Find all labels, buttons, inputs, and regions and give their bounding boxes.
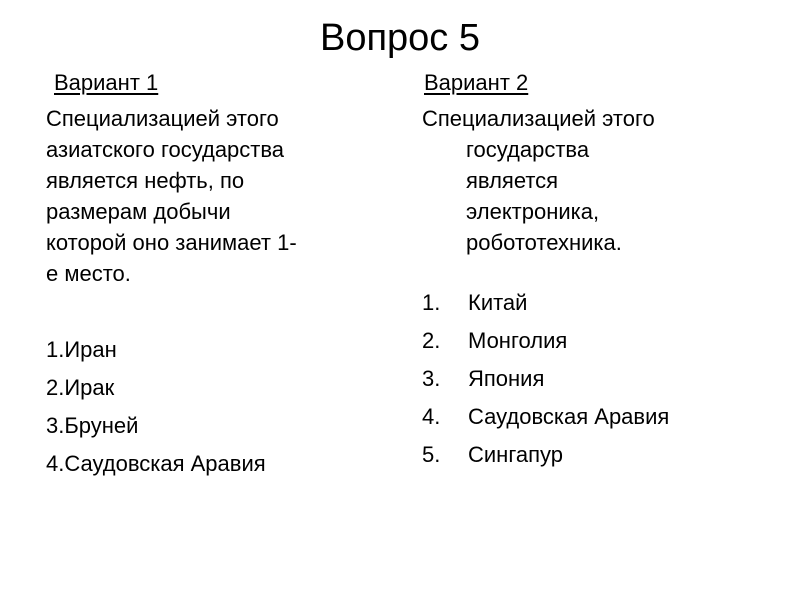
option-number: 1. [422,290,441,315]
variant-2-column [422,62,782,474]
slide-title: Вопрос 5 [319,17,480,59]
answer-option: 1.Иран [46,337,117,362]
option-label: Сингапур [468,442,564,467]
option-label: Китай [468,290,528,315]
question-line: государства [466,137,590,162]
option-label: Монголия [468,328,568,353]
question-line: робототехника. [466,230,622,255]
option-number: 4. [422,404,441,429]
option-number: 5. [422,442,441,467]
answer-option: 3.Бруней [46,413,139,438]
question-line: размерам добычи [46,199,231,224]
variant-2-heading: Вариант 2 [424,70,529,95]
option-label: Япония [468,366,545,391]
variant-1-heading: Вариант 1 [54,70,159,95]
variant-1-options [46,331,386,483]
question-line: азиатского государства [46,137,285,162]
question-line: е место. [46,261,131,286]
question-line: Специализацией этого [422,106,655,131]
option-number: 3. [422,366,441,391]
variant-1-column [46,62,386,483]
question-line: которой оно занимает 1- [46,230,297,255]
answer-option [422,360,782,398]
answer-option [422,398,782,436]
question-line: является нефть, по [46,168,245,193]
variant-2-question [422,103,782,258]
answer-option [422,436,782,474]
option-label: Саудовская Аравия [468,404,670,429]
answer-option [422,322,782,360]
question-line: является [466,168,559,193]
answer-option: 2.Ирак [46,375,115,400]
answer-option: 4.Саудовская Аравия [46,451,266,476]
variant-2-options [422,284,782,474]
question-line: электроника, [466,199,600,224]
variant-1-question [46,103,386,289]
option-number: 2. [422,328,441,353]
answer-option [422,284,782,322]
question-line: Специализацией этого [46,106,279,131]
